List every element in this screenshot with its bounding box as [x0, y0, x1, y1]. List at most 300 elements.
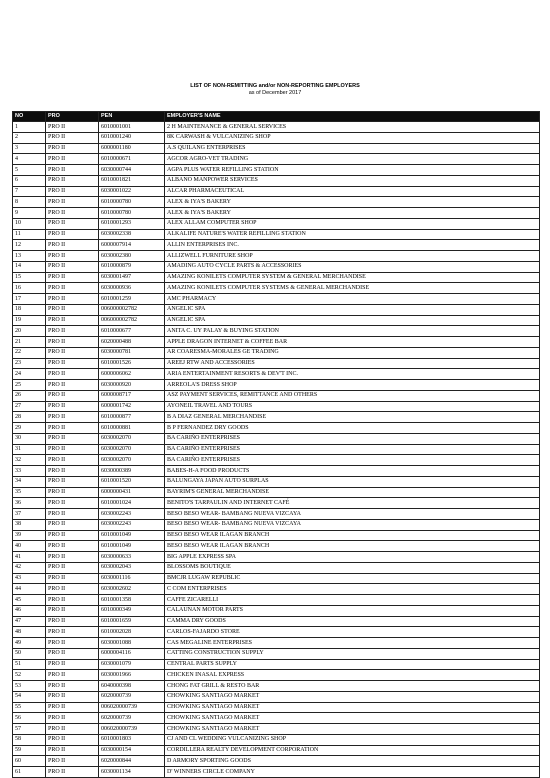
table-row — [13, 562, 540, 573]
table-row — [13, 197, 540, 208]
cell-pro: PRO II — [46, 734, 99, 745]
header-row — [13, 112, 540, 122]
cell-pen: 6000000431 — [99, 487, 165, 498]
cell-no: 47 — [13, 616, 46, 627]
cell-no: 42 — [13, 562, 46, 573]
cell-pro: PRO II — [46, 326, 99, 337]
cell-employer-name: BA CARIÑO ENTERPRISES — [165, 455, 540, 466]
table-row — [13, 455, 540, 466]
cell-employer-name: AGCOR AGRO-VET TRADING — [165, 154, 540, 165]
cell-employer-name: CHOWKING SANTIAGO MARKET — [165, 713, 540, 724]
table-row — [13, 423, 540, 434]
cell-pen: 6010001024 — [99, 498, 165, 509]
cell-pen: 006000002782 — [99, 315, 165, 326]
cell-pro: PRO II — [46, 240, 99, 251]
cell-pro: PRO II — [46, 455, 99, 466]
cell-no: 21 — [13, 337, 46, 348]
table-row — [13, 283, 540, 294]
header-employer-name: EMPLOYER'S NAME — [165, 112, 540, 122]
cell-pen: 6030002338 — [99, 229, 165, 240]
cell-pro: PRO II — [46, 745, 99, 756]
cell-pro: PRO II — [46, 369, 99, 380]
table-row — [13, 229, 540, 240]
cell-pro: PRO II — [46, 595, 99, 606]
cell-pro: PRO II — [46, 702, 99, 713]
table-row — [13, 627, 540, 638]
cell-pro: PRO II — [46, 724, 99, 735]
cell-pro: PRO II — [46, 444, 99, 455]
cell-pen: 6030001966 — [99, 670, 165, 681]
cell-employer-name: CATTING CONSTRUCTION SUPPLY — [165, 648, 540, 659]
cell-pro: PRO II — [46, 530, 99, 541]
cell-pen: 6010001240 — [99, 132, 165, 143]
cell-pro: PRO II — [46, 380, 99, 391]
cell-employer-name: CARLOS-FAJARDO STORE — [165, 627, 540, 638]
table-row — [13, 261, 540, 272]
cell-pen: 006020000739 — [99, 724, 165, 735]
cell-no: 1 — [13, 122, 46, 133]
cell-pro: PRO II — [46, 476, 99, 487]
table-body — [13, 122, 540, 778]
cell-pro: PRO II — [46, 562, 99, 573]
table-row — [13, 380, 540, 391]
cell-no: 22 — [13, 347, 46, 358]
cell-employer-name: AMAZING KONILETS COMPUTER SYSTEM & GENERAL MERCHANDISE — [165, 272, 540, 283]
cell-no: 48 — [13, 627, 46, 638]
table-row — [13, 390, 540, 401]
cell-pro: PRO II — [46, 294, 99, 305]
cell-pro: PRO II — [46, 423, 99, 434]
table-row — [13, 154, 540, 165]
cell-pen: 006000002782 — [99, 304, 165, 315]
table-header — [13, 112, 540, 122]
cell-employer-name: CHOWKING SANTIAGO MARKET — [165, 724, 540, 735]
cell-pro: PRO II — [46, 519, 99, 530]
cell-employer-name: BIG APPLE EXPRESS SPA — [165, 552, 540, 563]
cell-pen: 6020000488 — [99, 337, 165, 348]
cell-no: 32 — [13, 455, 46, 466]
cell-pro: PRO II — [46, 713, 99, 724]
cell-no: 23 — [13, 358, 46, 369]
cell-pen: 6030002070 — [99, 455, 165, 466]
cell-employer-name: C COM ENTERPRISES — [165, 584, 540, 595]
cell-no: 55 — [13, 702, 46, 713]
cell-no: 44 — [13, 584, 46, 595]
cell-no: 12 — [13, 240, 46, 251]
cell-no: 50 — [13, 648, 46, 659]
cell-employer-name: ASZ PAYMENT SERVICES, REMITTANCE AND OTHERS — [165, 390, 540, 401]
cell-employer-name: BESO BESO WEAR ILAGAN BRANCH — [165, 530, 540, 541]
cell-pen: 6030000781 — [99, 347, 165, 358]
cell-pen: 6010000349 — [99, 605, 165, 616]
cell-pen: 6000001180 — [99, 143, 165, 154]
table-row — [13, 659, 540, 670]
cell-no: 54 — [13, 691, 46, 702]
table-row — [13, 369, 540, 380]
cell-pro: PRO II — [46, 132, 99, 143]
cell-pen: 6030000389 — [99, 466, 165, 477]
cell-employer-name: D' WINNERS CIRCLE COMPANY — [165, 767, 540, 778]
cell-no: 16 — [13, 283, 46, 294]
cell-no: 35 — [13, 487, 46, 498]
table-row — [13, 412, 540, 423]
cell-pro: PRO II — [46, 208, 99, 219]
cell-employer-name: CAFFE ZICARELLI — [165, 595, 540, 606]
cell-pen: 6030000936 — [99, 283, 165, 294]
cell-no: 39 — [13, 530, 46, 541]
document-subtitle: as of December 2017 — [248, 90, 302, 96]
table-row — [13, 713, 540, 724]
table-row — [13, 132, 540, 143]
cell-employer-name: ARREOLA'S DRESS SHOP — [165, 380, 540, 391]
cell-no: 59 — [13, 745, 46, 756]
cell-pen: 6030002043 — [99, 562, 165, 573]
cell-pen: 6000001742 — [99, 401, 165, 412]
cell-pen: 6030002380 — [99, 251, 165, 262]
table-row — [13, 638, 540, 649]
table-row — [13, 767, 540, 778]
table-row — [13, 251, 540, 262]
cell-employer-name: BESO BESO WEAR- BAMBANG NUEVA VIZCAYA — [165, 519, 540, 530]
table-row — [13, 186, 540, 197]
cell-no: 26 — [13, 390, 46, 401]
cell-no: 38 — [13, 519, 46, 530]
cell-no: 51 — [13, 659, 46, 670]
cell-employer-name: ANGELIC SPA — [165, 315, 540, 326]
cell-employer-name: ALBANO MANPOWER SERVICES — [165, 175, 540, 186]
cell-pen: 6000007914 — [99, 240, 165, 251]
cell-employer-name: BMCJR LUGAW REPUBLIC — [165, 573, 540, 584]
cell-pro: PRO II — [46, 165, 99, 176]
cell-employer-name: BA CARIÑO ENTERPRISES — [165, 433, 540, 444]
cell-no: 2 — [13, 132, 46, 143]
cell-pro: PRO II — [46, 691, 99, 702]
cell-no: 14 — [13, 261, 46, 272]
cell-pen: 6010001049 — [99, 530, 165, 541]
cell-pro: PRO II — [46, 337, 99, 348]
cell-employer-name: B P FERNANDEZ DRY GOODS — [165, 423, 540, 434]
cell-pro: PRO II — [46, 251, 99, 262]
table-row — [13, 584, 540, 595]
cell-pen: 6010001259 — [99, 294, 165, 305]
table-row — [13, 165, 540, 176]
cell-employer-name: CJ AND CL WEDDING VULCANIZING SHOP — [165, 734, 540, 745]
cell-employer-name: ALEX & IYA'S BAKERY — [165, 208, 540, 219]
cell-pro: PRO II — [46, 616, 99, 627]
cell-employer-name: BA CARIÑO ENTERPRISES — [165, 444, 540, 455]
cell-no: 37 — [13, 509, 46, 520]
cell-pen: 6030001497 — [99, 272, 165, 283]
cell-no: 56 — [13, 713, 46, 724]
cell-employer-name: CHICKEN INASAL EXPRESS — [165, 670, 540, 681]
cell-no: 30 — [13, 433, 46, 444]
cell-pen: 6010001358 — [99, 595, 165, 606]
cell-no: 27 — [13, 401, 46, 412]
header-pro: PRO — [46, 112, 99, 122]
table-row — [13, 347, 540, 358]
cell-pen: 6030001116 — [99, 573, 165, 584]
cell-employer-name: BALUNGAYA JAPAN AUTO SURPLAS — [165, 476, 540, 487]
cell-pro: PRO II — [46, 390, 99, 401]
cell-employer-name: CALAUNAN MOTOR PARTS — [165, 605, 540, 616]
cell-pen: 6010000780 — [99, 197, 165, 208]
table-row — [13, 433, 540, 444]
cell-no: 49 — [13, 638, 46, 649]
document-title: LIST OF NON-REMITTING and/or NON-REPORTING EMPLOYERS — [190, 83, 360, 89]
cell-pen: 6020000739 — [99, 691, 165, 702]
cell-no: 57 — [13, 724, 46, 735]
cell-employer-name: ALLIZWELL FURNITURE SHOP — [165, 251, 540, 262]
cell-employer-name: AR COARESMA-MORALES GE TRADING — [165, 347, 540, 358]
cell-pen: 6030001088 — [99, 638, 165, 649]
cell-employer-name: AGPA PLUS WATER REFILLING STATION — [165, 165, 540, 176]
cell-pen: 6030000920 — [99, 380, 165, 391]
cell-pro: PRO II — [46, 229, 99, 240]
cell-pen: 6030001022 — [99, 186, 165, 197]
cell-pen: 6010002028 — [99, 627, 165, 638]
table-row — [13, 670, 540, 681]
cell-pro: PRO II — [46, 122, 99, 133]
cell-pen: 6000006062 — [99, 369, 165, 380]
cell-pro: PRO II — [46, 304, 99, 315]
cell-employer-name: ARIA ENTERTAINMENT RESORTS & DEV'T INC. — [165, 369, 540, 380]
cell-no: 8 — [13, 197, 46, 208]
table-row — [13, 304, 540, 315]
cell-pen: 6030002243 — [99, 519, 165, 530]
cell-pen: 6000008717 — [99, 390, 165, 401]
cell-pen: 6010001526 — [99, 358, 165, 369]
cell-employer-name: CHONG FAT GRILL & RESTO BAR — [165, 681, 540, 692]
cell-pen: 6010001520 — [99, 476, 165, 487]
cell-no: 7 — [13, 186, 46, 197]
cell-pro: PRO II — [46, 498, 99, 509]
cell-pen: 6000004116 — [99, 648, 165, 659]
table-row — [13, 519, 540, 530]
cell-no: 5 — [13, 165, 46, 176]
cell-employer-name: BABES-H-A FOOD PRODUCTS — [165, 466, 540, 477]
table-row — [13, 487, 540, 498]
table-row — [13, 315, 540, 326]
cell-pro: PRO II — [46, 412, 99, 423]
cell-pen: 6010000877 — [99, 412, 165, 423]
cell-no: 25 — [13, 380, 46, 391]
cell-no: 6 — [13, 175, 46, 186]
cell-pro: PRO II — [46, 315, 99, 326]
cell-pen: 6010000677 — [99, 326, 165, 337]
cell-no: 53 — [13, 681, 46, 692]
table-row — [13, 552, 540, 563]
cell-employer-name: ALCAR PHARMACEUTICAL — [165, 186, 540, 197]
table-row — [13, 756, 540, 767]
cell-pro: PRO II — [46, 605, 99, 616]
table-row — [13, 272, 540, 283]
cell-employer-name: AMC PHARMACY — [165, 294, 540, 305]
cell-employer-name: D ARMORY SPORTING GOODS — [165, 756, 540, 767]
cell-employer-name: ALLIN ENTERPRISES INC. — [165, 240, 540, 251]
cell-employer-name: CHOWKING SANTIAGO MARKET — [165, 702, 540, 713]
cell-pro: PRO II — [46, 552, 99, 563]
cell-pen: 6020000844 — [99, 756, 165, 767]
cell-pen: 6030001079 — [99, 659, 165, 670]
table-row — [13, 444, 540, 455]
cell-no: 4 — [13, 154, 46, 165]
table-row — [13, 530, 540, 541]
cell-no: 19 — [13, 315, 46, 326]
table-row — [13, 401, 540, 412]
cell-employer-name: ALKALIFE NATURE'S WATER REFILLING STATION — [165, 229, 540, 240]
cell-no: 13 — [13, 251, 46, 262]
cell-employer-name: CORDILLERA REALTY DEVELOPMENT CORPORATION — [165, 745, 540, 756]
cell-pro: PRO II — [46, 218, 99, 229]
cell-pro: PRO II — [46, 186, 99, 197]
cell-no: 33 — [13, 466, 46, 477]
cell-employer-name: 8K CARWASH & VULCANIZING SHOP — [165, 132, 540, 143]
cell-employer-name: BESO BESO WEAR ILAGAN BRANCH — [165, 541, 540, 552]
cell-pen: 6020000739 — [99, 713, 165, 724]
cell-employer-name: AMAZING KONILETS COMPUTER SYSTEMS & GENERAL MERCHANDISE — [165, 283, 540, 294]
table-row — [13, 337, 540, 348]
table-row — [13, 498, 540, 509]
cell-no: 28 — [13, 412, 46, 423]
cell-pro: PRO II — [46, 670, 99, 681]
cell-no: 58 — [13, 734, 46, 745]
table-row — [13, 208, 540, 219]
table-row — [13, 724, 540, 735]
cell-no: 60 — [13, 756, 46, 767]
table-row — [13, 745, 540, 756]
cell-employer-name: BAYRIM'S GENERAL MERCHANDISE — [165, 487, 540, 498]
cell-employer-name: BLOSSOMS BOUTIQUE — [165, 562, 540, 573]
cell-pro: PRO II — [46, 261, 99, 272]
cell-no: 61 — [13, 767, 46, 778]
cell-pro: PRO II — [46, 358, 99, 369]
cell-no: 34 — [13, 476, 46, 487]
cell-pen: 6040000398 — [99, 681, 165, 692]
cell-no: 52 — [13, 670, 46, 681]
cell-no: 20 — [13, 326, 46, 337]
cell-employer-name: ANITA C. UY PALAY & BUYING STATION — [165, 326, 540, 337]
cell-employer-name: BESO BESO WEAR- BAMBANG NUEVA VIZCAYA — [165, 509, 540, 520]
cell-no: 40 — [13, 541, 46, 552]
cell-no: 18 — [13, 304, 46, 315]
cell-pro: PRO II — [46, 584, 99, 595]
cell-pro: PRO II — [46, 659, 99, 670]
table-row — [13, 734, 540, 745]
cell-pen: 6030002070 — [99, 433, 165, 444]
cell-pro: PRO II — [46, 401, 99, 412]
cell-pen: 6030000154 — [99, 745, 165, 756]
cell-pen: 6010000780 — [99, 208, 165, 219]
cell-employer-name: AMADING AUTO CYCLE PARTS & ACCESSORIES — [165, 261, 540, 272]
cell-pro: PRO II — [46, 573, 99, 584]
cell-employer-name: BENITO'S TARPAULIN AND INTERNET CAFÉ — [165, 498, 540, 509]
cell-pro: PRO II — [46, 347, 99, 358]
cell-pro: PRO II — [46, 197, 99, 208]
cell-pen: 6010001049 — [99, 541, 165, 552]
cell-no: 31 — [13, 444, 46, 455]
table-row — [13, 541, 540, 552]
cell-pen: 6010000879 — [99, 261, 165, 272]
cell-pro: PRO II — [46, 541, 99, 552]
table-row — [13, 648, 540, 659]
table-row — [13, 122, 540, 133]
table-row — [13, 143, 540, 154]
cell-pro: PRO II — [46, 767, 99, 778]
table-row — [13, 175, 540, 186]
cell-no: 9 — [13, 208, 46, 219]
cell-no: 17 — [13, 294, 46, 305]
document-header — [0, 83, 550, 97]
cell-pen: 6030002243 — [99, 509, 165, 520]
cell-no: 11 — [13, 229, 46, 240]
cell-pen: 6030002602 — [99, 584, 165, 595]
cell-pro: PRO II — [46, 143, 99, 154]
cell-pro: PRO II — [46, 681, 99, 692]
table-row — [13, 616, 540, 627]
cell-pro: PRO II — [46, 283, 99, 294]
cell-employer-name: CAMMA DRY GOODS — [165, 616, 540, 627]
table-row — [13, 326, 540, 337]
table-row — [13, 218, 540, 229]
table-row — [13, 466, 540, 477]
table-row — [13, 294, 540, 305]
cell-pen: 6010000671 — [99, 154, 165, 165]
table-row — [13, 358, 540, 369]
cell-pen: 6010001001 — [99, 122, 165, 133]
cell-pen: 6030002070 — [99, 444, 165, 455]
header-pen: PEN — [99, 112, 165, 122]
cell-pro: PRO II — [46, 433, 99, 444]
table-row — [13, 605, 540, 616]
cell-no: 36 — [13, 498, 46, 509]
cell-pen: 6030000744 — [99, 165, 165, 176]
cell-pro: PRO II — [46, 756, 99, 767]
employers-table — [12, 111, 540, 778]
cell-employer-name: 2 H MAINTENANCE & GENERAL SERVICES — [165, 122, 540, 133]
cell-pen: 6010000881 — [99, 423, 165, 434]
cell-pro: PRO II — [46, 627, 99, 638]
cell-employer-name: AREEJ RTW AND ACCESSORIES — [165, 358, 540, 369]
cell-no: 3 — [13, 143, 46, 154]
cell-pro: PRO II — [46, 509, 99, 520]
cell-employer-name: APPLE DRAGON INTERNET & COFFEE BAR — [165, 337, 540, 348]
table-row — [13, 240, 540, 251]
table-row — [13, 509, 540, 520]
cell-pen: 006020000739 — [99, 702, 165, 713]
table-row — [13, 595, 540, 606]
cell-pro: PRO II — [46, 648, 99, 659]
cell-pen: 6030001134 — [99, 767, 165, 778]
cell-employer-name: ALEX & IYA'S BAKERY — [165, 197, 540, 208]
cell-no: 29 — [13, 423, 46, 434]
cell-no: 10 — [13, 218, 46, 229]
cell-employer-name: CHOWKING SANTIAGO MARKET — [165, 691, 540, 702]
cell-no: 15 — [13, 272, 46, 283]
cell-pro: PRO II — [46, 466, 99, 477]
cell-pro: PRO II — [46, 487, 99, 498]
cell-pro: PRO II — [46, 154, 99, 165]
table-row — [13, 691, 540, 702]
cell-pro: PRO II — [46, 638, 99, 649]
cell-pro: PRO II — [46, 175, 99, 186]
cell-employer-name: CENTRAL PARTS SUPPLY — [165, 659, 540, 670]
table-row — [13, 573, 540, 584]
table-row — [13, 702, 540, 713]
cell-employer-name: ALEX ALLAM COMPUTER SHOP — [165, 218, 540, 229]
cell-no: 45 — [13, 595, 46, 606]
cell-no: 41 — [13, 552, 46, 563]
cell-pen: 6010001821 — [99, 175, 165, 186]
